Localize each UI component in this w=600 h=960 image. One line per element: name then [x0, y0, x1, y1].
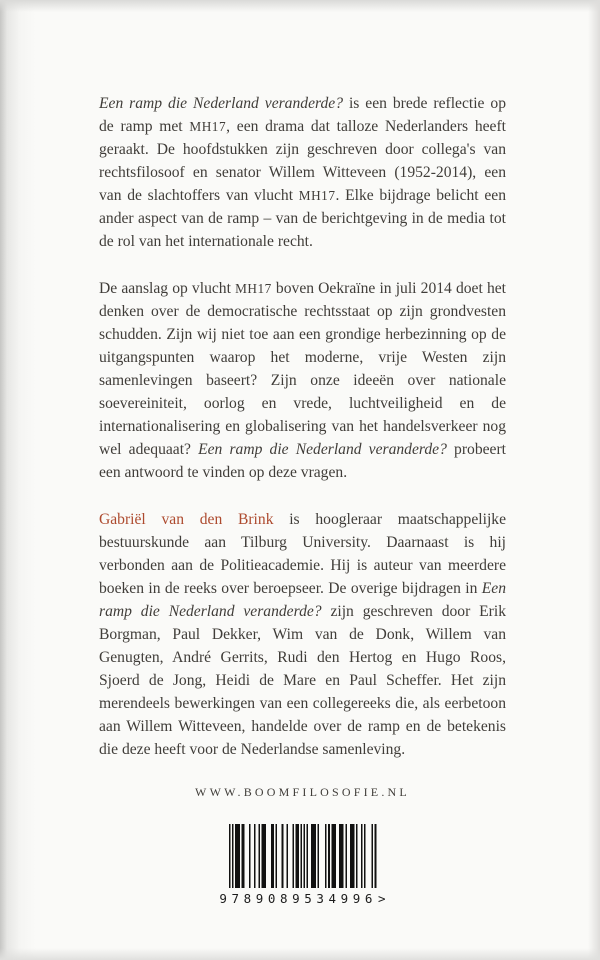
body-text: is een brede reflectie op de ramp met: [99, 95, 507, 135]
author-bio-paragraph: [99, 508, 506, 761]
body-text: is hoogleraar maatschappelijke bestuurskunde aan Tilburg University. Daarnaast is hij verbonden aan de Politieacademie. Hij is auteur van meerdere boeken in de reeks over beroepseer. De overige bijdragen in: [99, 511, 506, 597]
book-title-mention: Een ramp die Nederland veranderde?: [198, 441, 447, 458]
body-text: probeert een antwoord te vinden op deze vragen.: [99, 441, 506, 481]
body-text: . Elke bijdrage belicht een ander aspect van de ramp – van de berichtgeving in de media tot de rol van het internationale recht.: [99, 187, 506, 250]
mh17-smallcaps: MH17: [189, 119, 227, 134]
publisher-website-url: WWW.BOOMFILOSOFIE.NL: [195, 785, 410, 799]
synopsis-paragraph-2: [99, 277, 506, 484]
page-edge-top-shadow: [0, 0, 600, 12]
page-edge-right-shadow: [588, 0, 600, 960]
barcode-bars: [229, 824, 377, 888]
synopsis-paragraph-1: [99, 92, 506, 253]
body-text: , een drama dat talloze Nederlanders heeft geraakt. De hoofdstukken zijn geschreven door collega's van rechtsfilosoof en senator Willem Witteveen (1952-2014), een van de slachtoffers van vlucht: [99, 118, 506, 204]
mh17-smallcaps: MH17: [235, 281, 272, 296]
barcode-digits: 9789089534996: [219, 891, 378, 906]
page-edge-bottom-shadow: [0, 948, 600, 960]
barcode: [99, 824, 506, 906]
author-name: Gabriël van den Brink: [99, 511, 274, 528]
book-title-mention: Een ramp die Nederland veranderde?: [99, 95, 344, 112]
body-text: boven Oekraïne in juli 2014 doet het denken over de democratische rechtsstaat op zijn grondvesten schudden. Zijn wij niet toe aan een grondige herbezinning op de uitgangspunten waarop het moderne, vrije Westen zijn samenlevingen baseert? Zijn onze ideeën over nationale soevereiniteit, oorlog en vrede, luchtveiligheid en de internationalisering en globalisering van het handelsverkeer nog wel adequaat?: [99, 280, 506, 458]
barcode-number-row: [219, 891, 385, 906]
barcode-chevron-icon: >: [378, 891, 386, 906]
body-text: De aanslag op vlucht: [99, 280, 236, 297]
body-text: zijn geschreven door Erik Borgman, Paul Dekker, Wim van de Donk, Willem van Genugten, André Gerrits, Rudi den Hertog en Hugo Roos, Sjoerd de Jong, Heidi de Mare en Paul Scheffer. Het zijn merendeels bewerkingen van een collegereeks die, als eerbetoon aan Willem Witteveen, handelde over de ramp en de betekenis die deze heeft voor de Nederlandse samenleving.: [99, 603, 506, 758]
back-cover-text-block: [99, 92, 506, 906]
mh17-smallcaps: MH17: [298, 188, 336, 203]
book-title-mention: Een ramp die Nederland veranderde?: [99, 580, 506, 620]
page-edge-left-shadow: [0, 0, 36, 960]
